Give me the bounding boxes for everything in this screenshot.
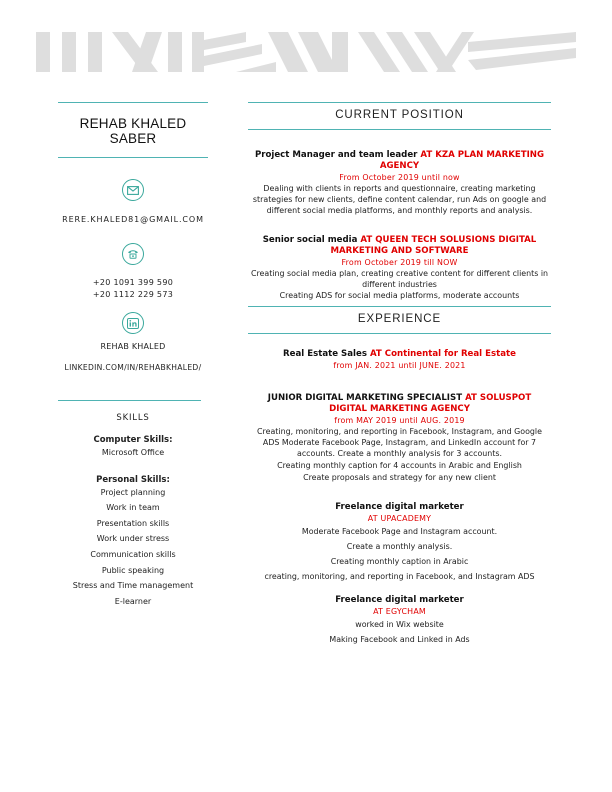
skills-heading: SKILLS [116, 413, 150, 423]
job-description: Creating, monitoring, and reporting in Facebook, Instagram, and Google ADS Moderate Facebook Page, Instagram, and LinkedIn account for 7 accounts. Create a monthly analysis for 3 accounts. [257, 427, 542, 458]
phone-icon [122, 243, 144, 265]
computer-skills-list [58, 445, 208, 461]
job-title: Real Estate Sales AT Continental for Real Estate [283, 349, 516, 359]
job-date: From October 2019 till NOW [341, 258, 458, 267]
job-date: from JAN. 2021 until JUNE. 2021 [333, 361, 466, 370]
job-title: Freelance digital marketer [335, 595, 464, 605]
divider [248, 129, 551, 130]
job-entry [248, 150, 551, 216]
job-entry [248, 235, 551, 301]
job-company: AT UPACADEMY [367, 514, 432, 523]
job-entry [248, 502, 551, 582]
linkedin-name: REHAB KHALED [100, 342, 166, 351]
job-description: Create proposals and strategy for any new client [303, 473, 496, 482]
current-position-heading: CURRENT POSITION [335, 109, 464, 121]
skill-item: Work under stress [96, 534, 170, 544]
experience-heading: EXPERIENCE [357, 313, 442, 325]
sidebar [58, 102, 208, 609]
job-description: Create a monthly analysis. [346, 542, 453, 551]
phone-primary[interactable]: +20 1091 399 590 [92, 278, 174, 287]
job-entry [248, 393, 551, 483]
divider [248, 333, 551, 334]
phone-secondary[interactable]: +20 1112 229 573 [92, 290, 174, 299]
job-title: JUNIOR DIGITAL MARKETING SPECIALIST AT SOLUSPOT DIGITAL MARKETING AGENCY [267, 393, 532, 414]
main-content [248, 102, 551, 645]
skill-item: Stress and Time management [72, 581, 194, 591]
job-title: Freelance digital marketer [335, 502, 464, 512]
skill-item: Project planning [100, 487, 166, 497]
job-title: Project Manager and team leader AT KZA PLAN MARKETING AGENCY [254, 150, 545, 171]
job-description: creating, monitoring, and reporting in Facebook, and Instagram ADS [264, 572, 535, 581]
divider [58, 157, 208, 158]
job-description: Moderate Facebook Page and Instagram account. [301, 527, 498, 536]
job-description: Creating monthly caption for 4 accounts in Arabic and English [277, 461, 522, 470]
job-date: from MAY 2019 until AUG. 2019 [334, 416, 465, 425]
email-icon [122, 179, 144, 201]
personal-skills-list [58, 485, 208, 610]
personal-skills-label: Personal Skills: [96, 474, 170, 485]
job-description: worked in Wix website [355, 620, 444, 629]
job-company: AT SOLUSPOT DIGITAL MARKETING AGENCY [329, 393, 532, 414]
skill-item: Communication skills [90, 549, 176, 559]
job-description: Dealing with clients in reports and questionnaire, creating marketing strategies for new clients, define content calendar, run Ads on google and different social media platforms, and monthly reports and analysis. [252, 184, 547, 215]
job-title: Senior social media AT QUEEN TECH SOLUSIONS DIGITAL MARKETING AND SOFTWARE [262, 235, 537, 256]
job-company: AT EGYCHAM [373, 607, 426, 616]
job-description: Creating ADS for social media platforms, moderate accounts [279, 291, 520, 300]
job-description: Creating monthly caption in Arabic [330, 557, 469, 566]
skill-item: Work in team [106, 503, 160, 513]
job-description: Creating social media plan, creating creative content for different clients in different industries [250, 269, 549, 289]
header-banner-pattern [36, 32, 576, 72]
job-company: AT QUEEN TECH SOLUSIONS DIGITAL MARKETING AND SOFTWARE [330, 235, 537, 256]
phone-numbers [58, 277, 208, 301]
job-date: From October 2019 until now [339, 173, 460, 182]
job-entry [248, 349, 551, 371]
skill-item: E-learner [114, 596, 152, 606]
job-entry [248, 595, 551, 645]
linkedin-icon [122, 312, 144, 334]
job-company: AT Continental for Real Estate [369, 349, 516, 359]
email-address[interactable]: RERE.KHALED81@GMAIL.COM [62, 215, 204, 224]
skill-item: Microsoft Office [101, 448, 165, 457]
skill-item: Presentation skills [96, 518, 170, 528]
job-company: AT KZA PLAN MARKETING AGENCY [379, 150, 545, 171]
person-name: REHAB KHALED SABER [79, 116, 187, 146]
job-description: Making Facebook and Linked in Ads [329, 635, 470, 644]
computer-skills-label: Computer Skills: [93, 435, 173, 445]
divider [58, 400, 201, 401]
linkedin-url[interactable]: LINKEDIN.COM/IN/REHABKHALED/ [64, 363, 202, 372]
skill-item: Public speaking [101, 565, 165, 575]
